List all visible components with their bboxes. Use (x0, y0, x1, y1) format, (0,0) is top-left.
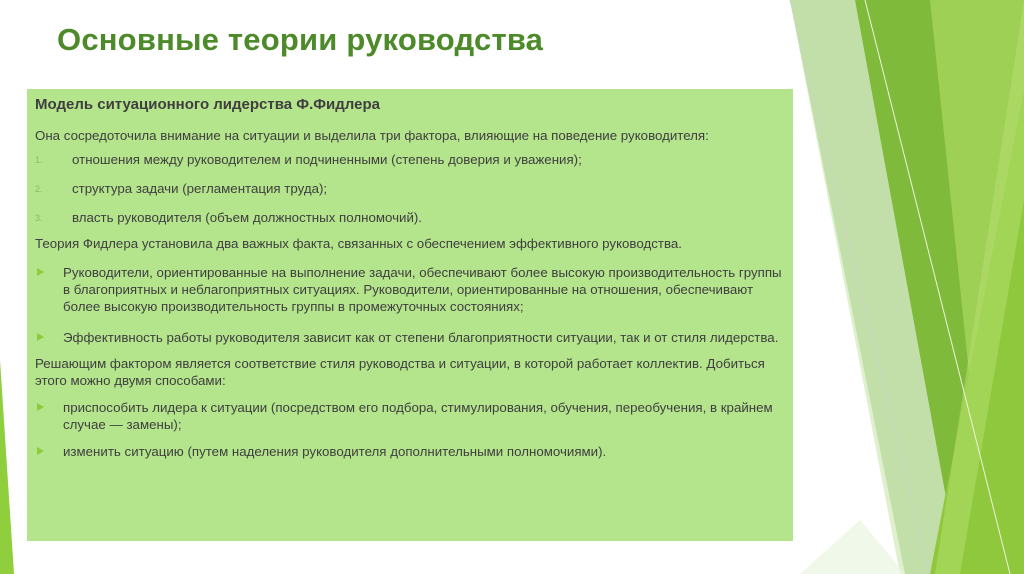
decor-shape-bottom (800, 520, 905, 574)
fact-text: Руководители, ориентированные на выполнение задачи, обеспечивают более высокую производительность группы в благоприятных и неблагоприятных ситуациях. Руководители, ориентированные на отношения, обеспечивают более высокую производительность группы в промежуточных состояниях; (63, 265, 782, 314)
triangle-bullet-icon (37, 268, 44, 276)
method-item-2 (35, 443, 783, 460)
triangle-bullet-icon (37, 447, 44, 455)
triangle-bullet-icon (37, 403, 44, 411)
facts-intro-paragraph: Теория Фидлера установила два важных факта, связанных с обеспечением эффективного руководства. (35, 236, 682, 251)
fact-item-1 (35, 264, 783, 315)
triangle-bullet-icon (37, 333, 44, 341)
factor-number: 2. (35, 184, 43, 194)
fact-text: Эффективность работы руководителя зависит как от степени благоприятности ситуации, так и от стиля лидерства. (63, 330, 779, 345)
section-subtitle: Модель ситуационного лидерства Ф.Фидлера (35, 96, 380, 113)
factor-number: 3. (35, 213, 43, 223)
left-edge-shape (0, 360, 14, 574)
factor-item-1 (35, 151, 783, 168)
content-panel (27, 89, 793, 541)
method-text: изменить ситуацию (путем наделения руководителя дополнительными полномочиями). (63, 444, 607, 459)
method-text: приспособить лидера к ситуации (посредством его подбора, стимулирования, обучения, переобучения, в крайнем случае — замены); (63, 400, 773, 432)
intro-paragraph: Она сосредоточила внимание на ситуации и выделила три фактора, влияющие на поведение руководителя: (35, 128, 709, 143)
factor-text: структура задачи (регламентация труда); (72, 181, 328, 196)
fact-item-2 (35, 329, 783, 346)
factor-text: власть руководителя (объем должностных полномочий). (72, 210, 423, 225)
factor-text: отношения между руководителем и подчиненными (степень доверия и уважения); (72, 152, 582, 167)
factor-item-3 (35, 209, 783, 226)
methods-intro-paragraph: Решающим фактором является соответствие стиля руководства и ситуации, в которой работает коллектив. Добиться этого можно двумя способами: (35, 356, 765, 388)
slide-title: Основные теории руководства (57, 22, 544, 57)
factor-item-2 (35, 180, 783, 197)
method-item-1 (35, 399, 783, 433)
factor-number: 1. (35, 155, 43, 165)
